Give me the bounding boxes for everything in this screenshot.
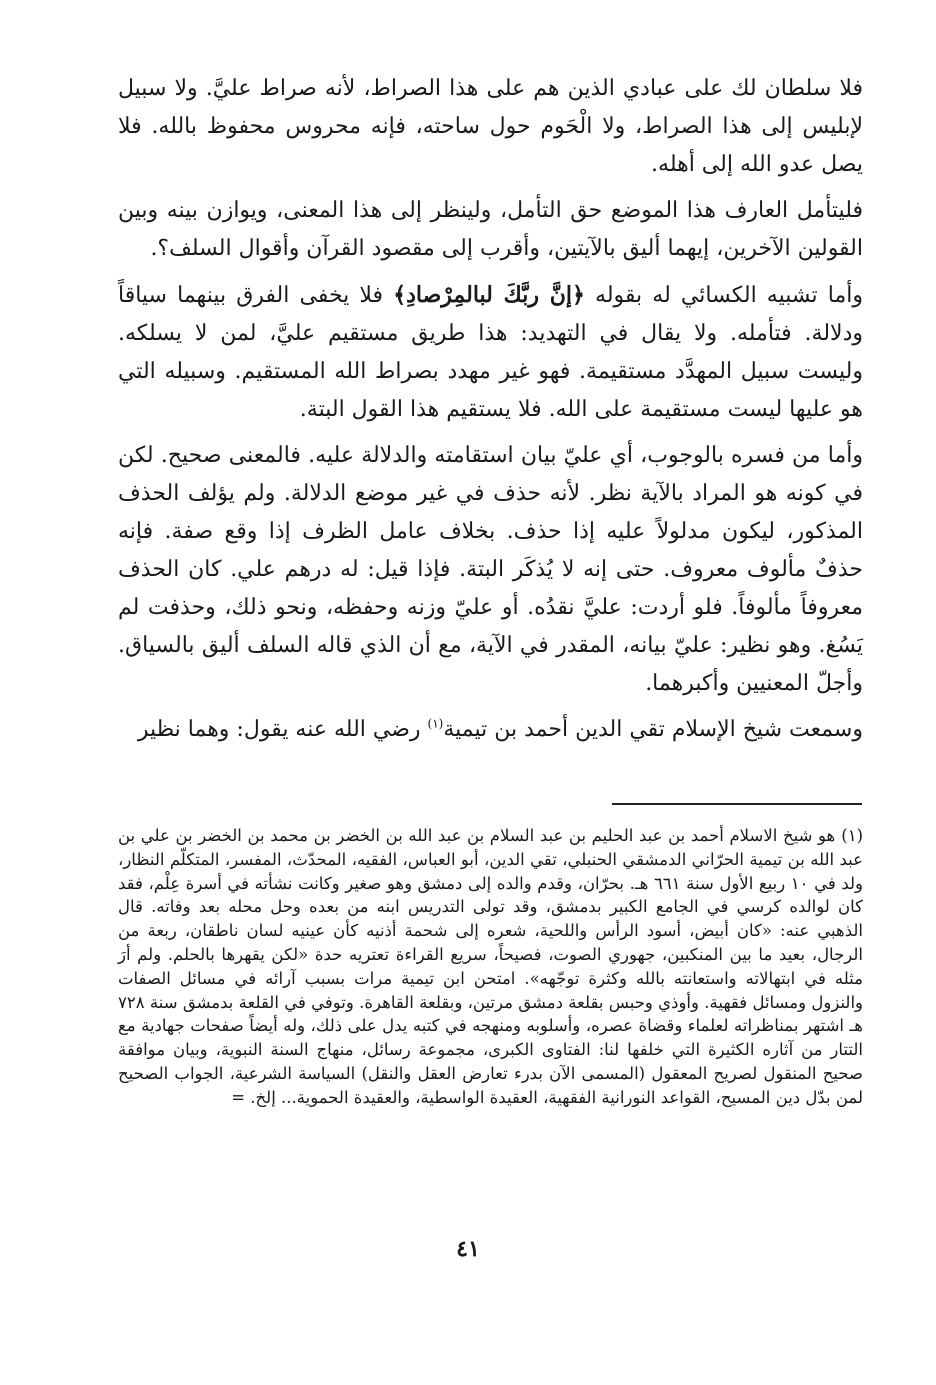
- paragraph-5: [118, 711, 863, 749]
- paragraph-3: [118, 276, 863, 429]
- paragraph-3-intro: وأما تشبيه الكسائي له بقوله: [584, 283, 863, 308]
- quran-verse-quote: ﴿إنَّ ربَّكَ لبالمِرْصادِ﴾: [393, 282, 585, 308]
- paragraph-5-intro: وسمعت شيخ الإسلام تقي الدين أحمد بن تيمية: [443, 717, 863, 742]
- paragraph-4: وأما من فسره بالوجوب، أي عليّ بيان استقامته والدلالة عليه. فالمعنى صحيح. لكن في كونه هو المراد بالآية نظر. لأنه حذف في غير موضع الدلالة. ولم يؤلف الحذف المذكور، ليكون مدلولاً عليه إذا حذف. بخلاف عامل الظرف إذا وقع صفة. فإنه حذفٌ مألوف معروف. حتى إنه لا يُذكَر البتة. فإذا قيل: له درهم علي. كان الحذف معروفاً مألوفاً. فلو أردت: عليَّ نقدُه. أو عليّ وزنه وحفظه، ونحو ذلك، وحذفت لم يَسُغ. وهو نظير: عليّ بيانه، المقدر في الآية، مع أن الذي قاله السلف أليق بالسياق. وأجلّ المعنيين وأكبرهما.: [118, 443, 863, 696]
- footnote-text: هو شيخ الاسلام أحمد بن عبد الحليم بن عبد السلام بن عبد الله بن الخضر بن محمد بن الخضر بن علي بن عبد الله بن تيمية الحرّاني الدمشقي الحنبلي، تقي الدين، أبو العباس، الفقيه، المحدّث، المفسر، المتكلّم النظار، ولد في ١٠ ربيع الأول سنة ٦٦١ هـ. بحرّان، وقدم والده إلى دمشق وهو صغير وكانت نشأته في أسرة عِلْم، فقد كان لوالده كرسي في الجامع الكبير بدمشق، وقد تولى التدريس ابنه من بعده وحل محله بعد وفاته. قال الذهبي عنه: «كان أبيض، أسود الرأس واللحية، شعره إلى شحمة أذنيه كأن عينيه لسان ناطقان، ربعة من الرجال، بعيد ما بين المنكبين، جهوري الصوت، فصيحاً، سريع القراءة تعتريه حدة «لكن يقهرها بالحلم. ولم أرَ مثله في ابتهالاته واستعانته بالله وكثرة توجّهه». امتحن ابن تيمية مرات بسبب آرائه في مسائل الصفات والنزول ومسائل فقهية. وأوذي وحبس بقلعة دمشق مرتين، وبقلعة القاهرة. وتوفي في القلعة بدمشق سنة ٧٢٨ هـ اشتهر بمناظراته لعلماء وقضاة عصره، وأسلوبه ومنهجه في كتبه يدل على ذلك، وله أيضاً صفحات جهادية مع التتار من آثاره الكثيرة التي خلفها لنا: الفتاوى الكبرى، مجموعة رسائل، منهاج السنة النبوية، وبيان موافقة صحيح المنقول لصريح المعقول (المسمى الآن بدرء تعارض العقل والنقل) السياسة الشرعية، الجواب الصحيح لمن بدّل دين المسيح، القواعد النورانية الفقهية، العقيدة الواسطية، والعقيدة الحموية... إلخ. =: [118, 826, 864, 1107]
- footnote: [118, 824, 863, 1110]
- main-text: [118, 70, 863, 749]
- paragraph-5-rest: رضي الله عنه يقول: وهما نظير: [137, 717, 428, 742]
- paragraph-2: فليتأمل العارف هذا الموضع حق التأمل، ولينظر إلى هذا المعنى، ويوازن بينه وبين القولين الآخرين، إيهما أليق بالآيتين، وأقرب إلى مقصود القرآن وأقوال السلف؟.: [118, 198, 863, 261]
- footnote-number: (١): [841, 826, 863, 845]
- footnote-divider: [612, 803, 862, 805]
- footnote-reference: (١): [427, 716, 444, 731]
- page-number: ٤١: [456, 1236, 480, 1262]
- paragraph-1: فلا سلطان لك على عبادي الذين هم على هذا الصراط، لأنه صراط عليَّ. ولا سبيل لإبليس إلى هذا الصراط، ولا الْحَوم حول ساحته، فإنه محروس محفوظ بالله. فلا يصل عدو الله إلى أهله.: [118, 76, 863, 177]
- paragraph-3-rest: فلا يخفى الفرق بينهما سياقاً ودلالة. فتأمله. ولا يقال في التهديد: هذا طريق مستقيم عليَّ، لمن لا يسلكه. وليست سبيل المهدَّد مستقيمة. فهو غير مهدد بصراط الله المستقيم. وسبيله التي هو عليها ليست مستقيمة على الله. فلا يستقيم هذا القول البتة.: [118, 283, 863, 422]
